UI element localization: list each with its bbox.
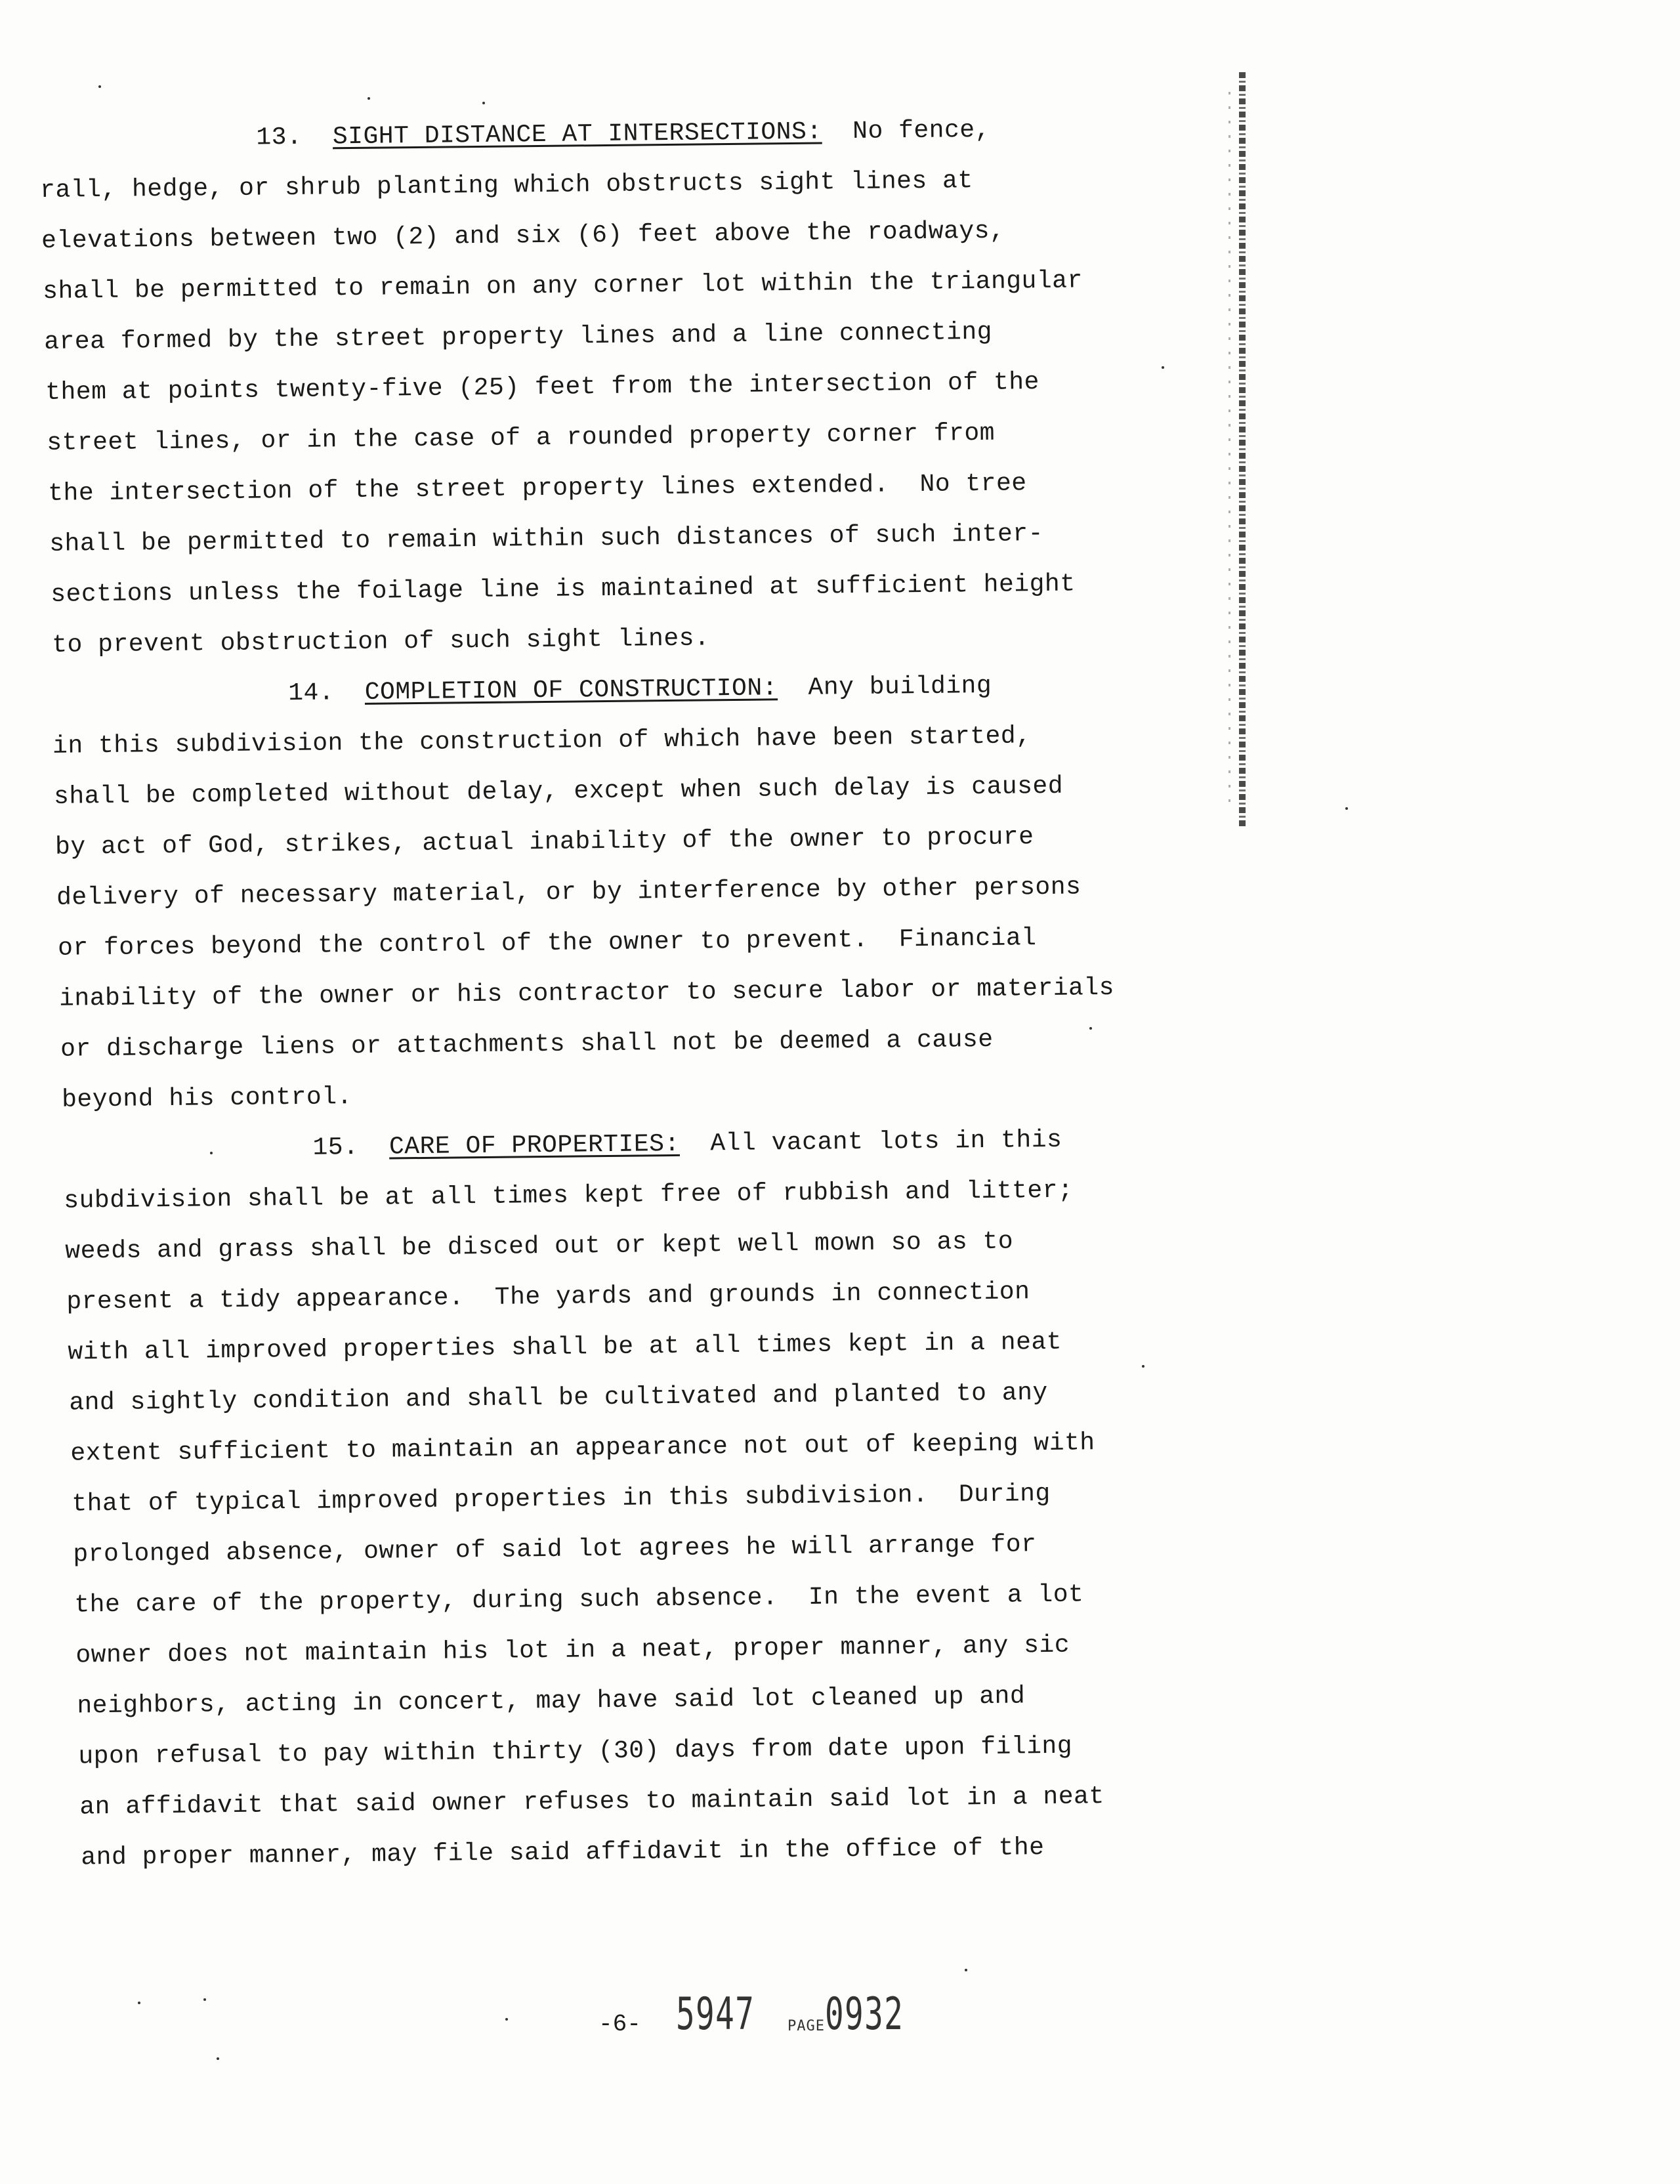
scan-speck xyxy=(203,1998,206,2001)
heading-indent xyxy=(40,144,257,146)
recording-stamp xyxy=(676,1988,938,2040)
page-number: -6- xyxy=(598,2011,641,2038)
body-text-line: in this subdivision the construction of which have been started, xyxy=(52,722,1032,761)
body-text-line: weeds and grass shall be disced out or kept well mown so as to xyxy=(65,1227,1014,1266)
scan-speck xyxy=(965,1969,967,1971)
body-text-line: beyond his control. xyxy=(61,1083,353,1114)
scan-speck xyxy=(217,2057,219,2060)
book-page-number: 0932 xyxy=(824,1988,904,2040)
heading-indent xyxy=(45,700,288,702)
body-text-line: by act of God, strikes, actual inability of the owner to procure xyxy=(54,823,1034,862)
section-title: COMPLETION OF CONSTRUCTION: xyxy=(364,674,778,707)
body-text-line: upon refusal to pay within thirty (30) days from date upon filing xyxy=(78,1732,1073,1771)
body-text-line: that of typical improved properties in this subdivision. During xyxy=(72,1479,1051,1519)
body-text-line: extent sufficient to maintain an appearance not out of keeping with xyxy=(70,1429,1095,1468)
body-text-line: the intersection of the street property lines extended. No tree xyxy=(48,469,1027,508)
body-text-line: the care of the property, during such absence. In the event a lot xyxy=(74,1580,1084,1620)
scan-speck xyxy=(505,2018,508,2021)
scan-speck xyxy=(368,97,370,100)
section-title: CARE OF PROPERTIES: xyxy=(388,1129,681,1162)
body-text-line: with all improved properties shall be at all times kept in a neat xyxy=(68,1328,1062,1367)
body-text-line: subdivision shall be at all times kept free of rubbish and litter; xyxy=(64,1176,1074,1215)
heading-indent xyxy=(51,1154,313,1157)
body-text-line: prolonged absence, owner of said lot agrees he will arrange for xyxy=(73,1530,1037,1569)
body-text-line: neighbors, acting in concert, may have said lot cleaned up and xyxy=(77,1682,1026,1721)
body-text-line: inability of the owner or his contractor to secure labor or materials xyxy=(58,973,1115,1013)
body-text-line: to prevent obstruction of such sight lines. xyxy=(52,624,710,660)
section-first-line-text: All vacant lots in this xyxy=(710,1125,1062,1158)
scan-binding-marks xyxy=(1228,92,1230,814)
body-text-line: shall be completed without delay, except when such delay is caused xyxy=(53,772,1064,811)
body-text-line: area formed by the street property lines and a line connecting xyxy=(43,318,993,356)
body-text-line: and proper manner, may file said affidavit in the office of the xyxy=(81,1834,1045,1872)
section-title: SIGHT DISTANCE AT INTERSECTIONS: xyxy=(332,117,822,152)
body-text-line: shall be permitted to remain within such distances of such inter- xyxy=(49,520,1044,558)
body-text-line: and sightly condition and shall be cultivated and planted to any xyxy=(69,1379,1048,1418)
body-text-line: sections unless the foilage line is maintained at sufficient height xyxy=(51,570,1076,609)
body-text-line: or forces beyond the control of the owner to prevent. Financial xyxy=(57,924,1037,963)
scan-speck xyxy=(98,85,101,88)
scan-speck xyxy=(482,102,485,104)
body-text-line: rall, hedge, or shrub planting which obstructs sight lines at xyxy=(39,167,973,205)
body-text-line: delivery of necessary material, or by interference by other persons xyxy=(56,873,1082,912)
book-number: 5947 xyxy=(676,1988,755,2040)
body-text-line: present a tidy appearance. The yards and grounds in connection xyxy=(66,1278,1030,1316)
section-number: 14. xyxy=(288,679,335,708)
body-text-line: elevations between two (2) and six (6) feet above the roadways, xyxy=(41,217,1005,255)
scan-speck xyxy=(138,2002,140,2004)
body-text-line: or discharge liens or attachments shall not be deemed a cause xyxy=(60,1025,994,1064)
body-text-line: street lines, or in the case of a rounded property corner from xyxy=(47,419,996,457)
section-first-line-text: Any building xyxy=(808,671,992,702)
body-text-line: an affidavit that said owner refuses to maintain said lot in a neat xyxy=(79,1782,1104,1822)
body-text-line: owner does not maintain his lot in a neat, proper manner, any sic xyxy=(75,1631,1070,1670)
scan-speck xyxy=(1345,807,1348,810)
page-footer xyxy=(591,1988,984,2054)
scan-binding-edge xyxy=(1239,72,1246,827)
page-label: PAGE xyxy=(788,2018,825,2034)
section-number: 13. xyxy=(256,123,303,152)
section-number: 15. xyxy=(312,1133,359,1162)
section-first-line-text: No fence, xyxy=(852,116,991,146)
document-body xyxy=(39,103,1186,1883)
body-text-line: shall be permitted to remain on any corner lot within the triangular xyxy=(42,266,1083,306)
body-text-line: them at points twenty-five (25) feet from the intersection of the xyxy=(45,368,1040,407)
